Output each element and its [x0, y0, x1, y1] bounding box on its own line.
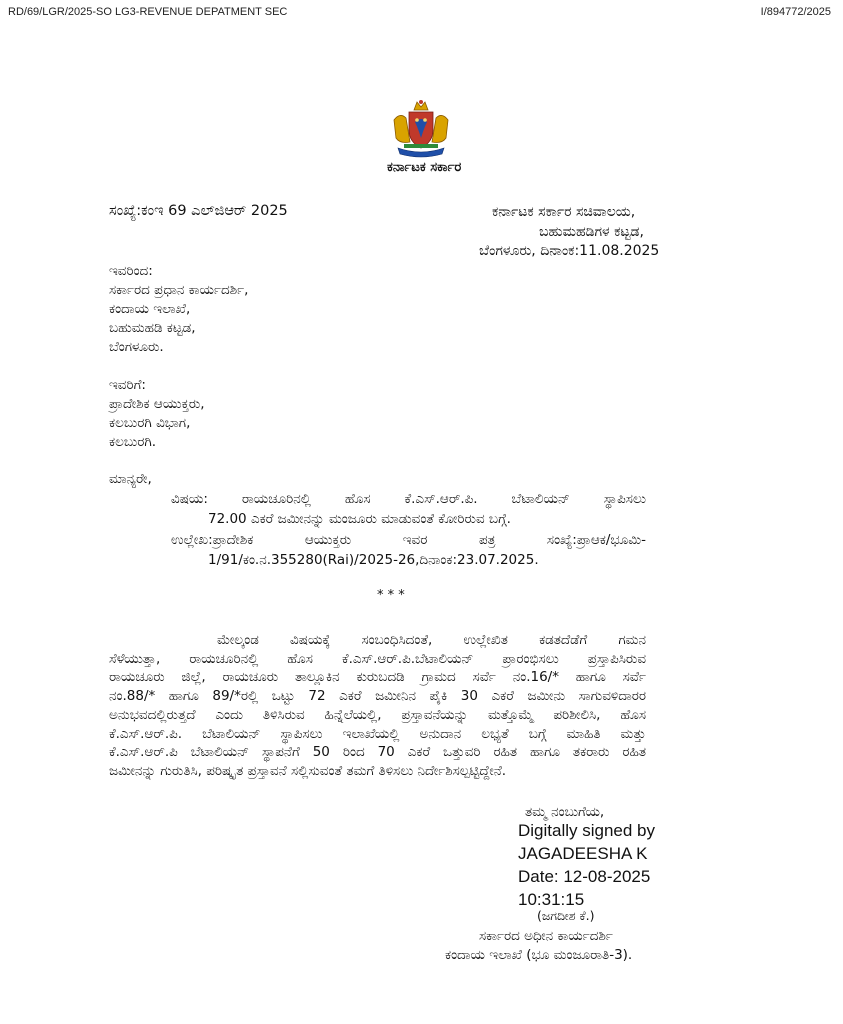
subject-line-2: 72.00 ಎಕರೆ ಜಮೀನನ್ನು ಮಂಜೂರು ಮಾಡುವಂತೆ ಕೋರಿರುವ ಬಗ್ಗೆ.: [208, 511, 511, 527]
document-reference-left: RD/69/LGR/2025-SO LG3-REVENUE DEPATMENT SEC: [8, 6, 288, 18]
body-line-8: ಜಮೀನನ್ನು ಗುರುತಿಸಿ, ಪರಿಷ್ಕೃತ ಪ್ರಸ್ತಾವನೆ ಸಲ್ಲಿಸುವಂತೆ ತಮಗೆ ತಿಳಿಸಲು ನಿರ್ದೇಶಿಸಲ್ಪಟ್ಟಿದ್ದೇನೆ.: [109, 762, 507, 779]
from-line-1: ಸರ್ಕಾರದ ಪ್ರಧಾನ ಕಾರ್ಯದರ್ಶಿ,: [109, 282, 249, 298]
office-line-1: ಕರ್ನಾಟಕ ಸರ್ಕಾರ ಸಚಿವಾಲಯ,: [492, 204, 636, 220]
subject-text-1: ವಿಷಯ: ರಾಯಚೂರಿನಲ್ಲಿ ಹೊಸ ಕೆ.ಎಸ್.ಆರ್.ಪಿ. ಬೆಟಾಲಿಯನ್ ಸ್ಥಾಪಿಸಲು: [171, 491, 646, 507]
signature-line-2: JAGADEESHA K: [518, 844, 648, 863]
government-title: ಕರ್ನಾಟಕ ಸರ್ಕಾರ: [387, 160, 462, 175]
to-line-3: ಕಲಬುರಗಿ.: [109, 434, 157, 450]
signature-line-1: Digitally signed by: [518, 821, 656, 840]
office-line-2: ಬಹುಮಹಡಿಗಳ ಕಟ್ಟಡ,: [539, 224, 644, 240]
body-paragraph: [109, 631, 646, 781]
body-line-7: ಕೆ.ಎಸ್.ಆರ್.ಪಿ ಬೆಟಾಲಿಯನ್ ಸ್ಥಾಪನೆಗೆ 50 ರಿಂದ 70 ಎಕರೆ ಒತ್ತುವರಿ ರಹಿತ ಹಾಗೂ ತಕರಾರು ರಹಿತ: [109, 744, 646, 761]
separator: * * *: [377, 588, 405, 603]
office-date: ಬೆಂಗಳೂರು, ದಿನಾಂಕ:11.08.2025: [479, 243, 660, 259]
signatory-designation: ಸರ್ಕಾರದ ಅಧೀನ ಕಾರ್ಯದರ್ಶಿ: [479, 928, 613, 944]
reference-number: ಸಂಖ್ಯೆ:ಕಂಇ 69 ಎಲ್‌ಜಿಆರ್ 2025: [109, 203, 288, 219]
to-label: ಇವರಿಗೆ:: [109, 377, 146, 393]
from-line-4: ಬೆಂಗಳೂರು.: [109, 339, 164, 355]
body-line-4: ನಂ.88/* ಹಾಗೂ 89/*ರಲ್ಲಿ ಒಟ್ಟು 72 ಎಕರೆ ಜಮೀನಿನ ಪೈಕಿ 30 ಎಕರೆ ಜಮೀನು ಸಾಗುವಳಿದಾರರ: [109, 688, 646, 705]
body-line-1: ಮೇಲ್ಕಂಡ ವಿಷಯಕ್ಕೆ ಸಂಬಂಧಿಸಿದಂತೆ, ಉಲ್ಲೇಖಿತ ಕಡತದೆಡೆಗೆ ಗಮನ: [217, 632, 646, 648]
signatory-department: ಕಂದಾಯ ಇಲಾಖೆ (ಭೂ ಮಂಜೂರಾತಿ-3).: [445, 947, 633, 963]
signature-block: [518, 819, 655, 911]
reference-text-1: ಉಲ್ಲೇಖ:ಪ್ರಾದೇಶಿಕ ಆಯುಕ್ತರು ಇವರ ಪತ್ರ ಸಂಖ್ಯೆ:ಪ್ರಾಆಕ/ಭೂಮಿ-: [171, 532, 646, 548]
reference-line-2: 1/91/ಕಂ.ನ.355280(Rai)/2025-26,ದಿನಾಂಕ:23.07.2025.: [208, 552, 539, 568]
body-line-3: ರಾಯಚೂರು ಜಿಲ್ಲೆ, ರಾಯಚೂರು ತಾಲ್ಲೂಕಿನ ಕುರುಬದಡಿ ಗ್ರಾಮದ ಸರ್ವೆ ನಂ.16/* ಹಾಗೂ ಸರ್ವೆ: [109, 669, 646, 686]
signatory-name: (ಜಗದೀಶ ಕೆ.): [537, 908, 595, 923]
reference-line-1: [171, 531, 646, 550]
body-line-2: ಸೆಳೆಯುತ್ತಾ, ರಾಯಚೂರಿನಲ್ಲಿ ಹೊಸ ಕೆ.ಎಸ್.ಆರ್.ಪಿ.ಬೆಟಾಲಿಯನ್ ಪ್ರಾರಂಭಿಸಲು ಪ್ರಸ್ತಾಪಿಸಿರುವ: [109, 650, 646, 667]
karnataka-emblem-icon: [388, 98, 454, 160]
from-label: ಇವರಿಂದ:: [109, 263, 153, 279]
signature-line-3: Date: 12-08-2025: [518, 867, 651, 886]
closing: ತಮ್ಮ ನಂಬುಗೆಯ,: [525, 804, 605, 820]
to-line-2: ಕಲಬುರಗಿ ವಿಭಾಗ,: [109, 415, 191, 431]
signature-line-4: 10:31:15: [518, 890, 585, 909]
document-reference-right: I/894772/2025: [760, 6, 831, 18]
from-line-2: ಕಂದಾಯ ಇಲಾಖೆ,: [109, 301, 191, 317]
from-line-3: ಬಹುಮಹಡಿ ಕಟ್ಟಡ,: [109, 320, 196, 336]
from-block: [109, 262, 248, 357]
body-line-5: ಅನುಭವದಲ್ಲಿರುತ್ತದೆ ಎಂದು ತಿಳಿಸಿರುವ ಹಿನ್ನೆಲೆಯಲ್ಲಿ, ಪ್ರಸ್ತಾವನೆಯನ್ನು ಮತ್ತೊಮ್ಮೆ ಪರಿಶೀಲಿಸಿ, ಹೊಸ: [109, 706, 646, 723]
body-line-6: ಕೆ.ಎಸ್.ಆರ್.ಪಿ. ಬೆಟಾಲಿಯನ್ ಸ್ಥಾಪಿಸಲು ಇಲಾಖೆಯಲ್ಲಿ ಅನುದಾನ ಲಭ್ಯತೆ ಬಗ್ಗೆ ಮಾಹಿತಿ ಮತ್ತು: [109, 725, 646, 742]
to-block: [109, 376, 205, 452]
to-line-1: ಪ್ರಾದೇಶಿಕ ಆಯುಕ್ತರು,: [109, 396, 205, 412]
salutation: ಮಾನ್ಯರೇ,: [109, 471, 152, 487]
subject-line-1: [171, 490, 646, 509]
